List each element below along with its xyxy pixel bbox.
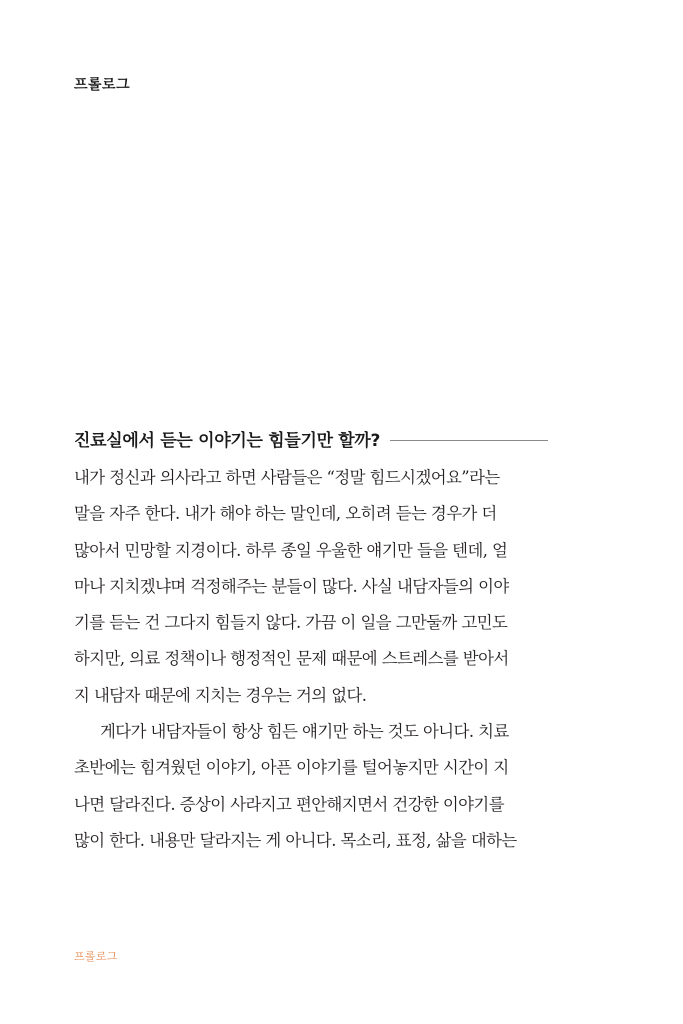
running-footer: 프롤로그: [74, 950, 118, 963]
chapter-header: 프롤로그: [74, 77, 131, 93]
body-line: 지 내담자 때문에 지치는 경우는 거의 없다.: [74, 685, 367, 705]
section-heading-text: 진료실에서 듣는 이야기는 힘들기만 할까?: [74, 431, 381, 451]
body-line: 많아서 민망할 지경이다. 하루 종일 우울한 얘기만 들을 텐데, 얼: [74, 540, 508, 560]
body-line: 기를 듣는 건 그다지 힘들지 않다. 가끔 이 일을 그만둘까 고민도: [74, 613, 508, 633]
body-line: 많이 한다. 내용만 달라지는 게 아니다. 목소리, 표정, 삶을 대하는: [74, 830, 517, 850]
section-heading-rule: [390, 440, 548, 441]
body-line: 마나 지치겠냐며 걱정해주는 분들이 많다. 사실 내담자들의 이야: [74, 576, 509, 596]
section-heading: [74, 426, 548, 451]
body-line: 나면 달라진다. 증상이 사라지고 편안해지면서 건강한 이야기를: [74, 794, 504, 814]
body-text: [74, 460, 548, 859]
body-line: 말을 자주 한다. 내가 해야 하는 말인데, 오히려 듣는 경우가 더: [74, 504, 497, 524]
body-line: 하지만, 의료 정책이나 행정적인 문제 때문에 스트레스를 받아서: [74, 649, 509, 669]
body-line-indented: 게다가 내담자들이 항상 힘든 얘기만 하는 것도 아니다. 치료: [100, 722, 509, 742]
body-line: 초반에는 힘겨웠던 이야기, 아픈 이야기를 털어놓지만 시간이 지: [74, 758, 509, 778]
body-line: 내가 정신과 의사라고 하면 사람들은 “정말 힘드시겠어요”라는: [74, 468, 500, 487]
